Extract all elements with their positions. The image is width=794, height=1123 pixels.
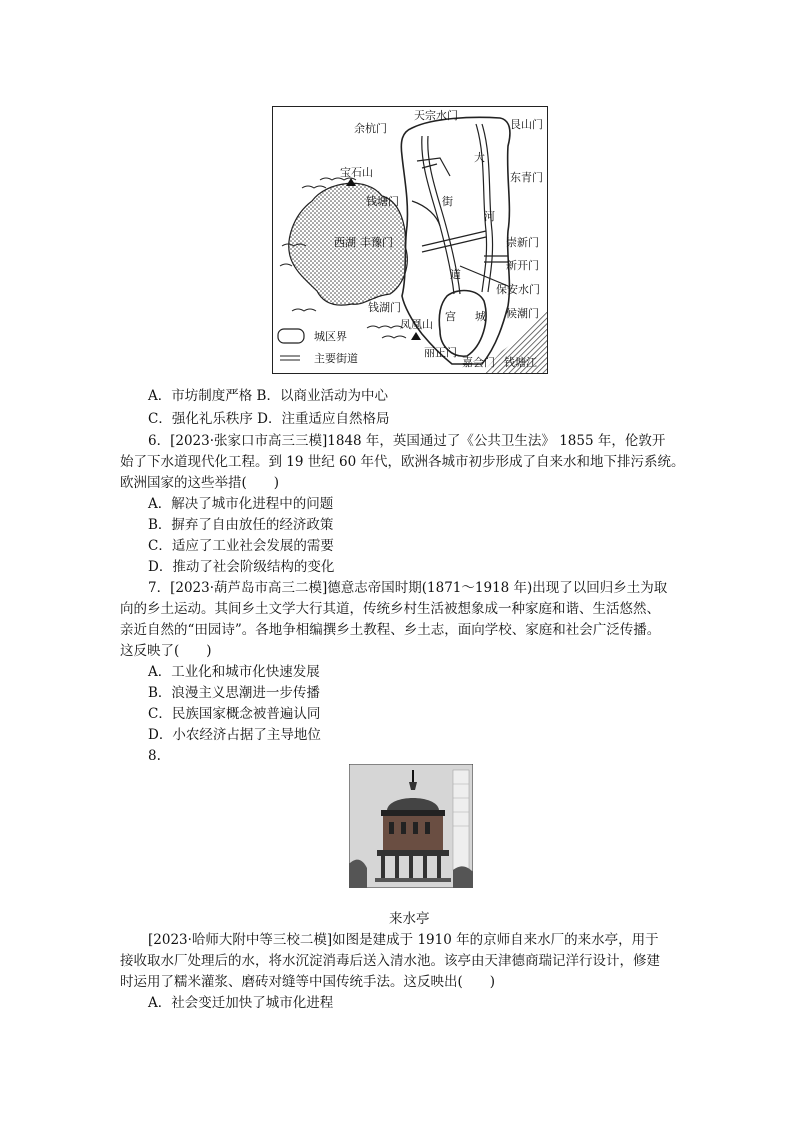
q7-stem-line2: 向的乡土运动。其间乡土文学大行其道，传统乡村生活被想象成一种家庭和谐、生活悠然、 <box>120 601 660 617</box>
label-jiahui: 嘉会门 <box>462 356 495 369</box>
q7-stem-line4: 这反映了( ) <box>120 643 212 659</box>
label-tianzong: 天宗水门 <box>414 109 458 122</box>
label-baoshishan: 宝石山 <box>340 166 373 179</box>
q6-stem-line2: 始了下水道现代化工程。到 19 世纪 60 年代，欧洲各城市初步形成了自来水和地下排污系统。 <box>120 454 685 470</box>
q7-option-c: C．民族国家概念被普遍认同 <box>148 706 321 722</box>
water-pavilion-photo <box>349 764 473 888</box>
q6-option-c: C．适应了工业社会发展的需要 <box>148 538 334 554</box>
q7-option-a: A．工业化和城市化快速发展 <box>148 664 320 680</box>
q7-option-d: D．小农经济占据了主导地位 <box>148 727 321 743</box>
label-xihu: 西湖 <box>334 236 356 249</box>
q7-stem-line3: 亲近自然的“田园诗”。各地争相编撰乡土教程、乡土志，面向学校、家庭和社会广泛传播。 <box>120 622 661 638</box>
label-yuhang: 余杭门 <box>354 122 387 135</box>
label-gong: 宫 <box>445 310 456 323</box>
q6-option-a: A．解决了城市化进程中的问题 <box>148 496 334 512</box>
label-qiantang: 钱塘门 <box>366 195 399 208</box>
label-xinkai: 新开门 <box>506 259 539 272</box>
label-da: 大 <box>474 151 485 164</box>
label-dongqing: 东青门 <box>510 171 543 184</box>
label-cheng: 城 <box>475 310 486 323</box>
hangzhou-map <box>272 106 548 374</box>
label-baoanshui: 保安水门 <box>496 283 540 296</box>
q8-stem-line3: 时运用了糯米灌浆、磨砖对缝等中国传统手法。这反映出( ) <box>120 974 496 990</box>
label-lizheng: 丽正门 <box>424 346 457 359</box>
q8-number: 8. <box>148 748 161 764</box>
label-dao: 道 <box>450 268 461 281</box>
photo-caption: 来水亭 <box>389 911 430 927</box>
label-chongxin: 崇新门 <box>506 236 539 249</box>
q5-options-cd: C．强化礼乐秩序 D．注重适应自然格局 <box>148 411 390 427</box>
label-qiantangjiang: 钱塘江 <box>504 356 537 369</box>
q5-options-ab: A．市坊制度严格 B．以商业活动为中心 <box>148 388 388 404</box>
q8-stem-line2: 接收取水厂处理后的水，将水沉淀消毒后送入清水池。该亭由天津德商瑞记洋行设计，修建 <box>120 953 660 969</box>
label-he: 河 <box>484 210 495 223</box>
q7-stem-line1: 7．[2023·葫芦岛市高三二模]德意志帝国时期(1871～1918 年)出现了以回归乡土为取 <box>148 580 668 596</box>
label-qianhu: 钱湖门 <box>368 301 401 314</box>
q6-option-b: B．摒弃了自由放任的经济政策 <box>148 517 334 533</box>
q8-option-a: A．社会变迁加快了城市化进程 <box>148 995 334 1011</box>
label-houchao: 候潮门 <box>506 307 539 320</box>
label-fenghuangshan: 凤凰山 <box>400 318 433 331</box>
q8-stem-line1: [2023·哈师大附中等三校二模]如图是建成于 1910 年的京师自来水厂的来水亭，用于 <box>148 932 659 948</box>
q6-stem-line3: 欧洲国家的这些举措( ) <box>120 475 280 491</box>
q6-option-d: D．推动了社会阶级结构的变化 <box>148 559 335 575</box>
q7-option-b: B．浪漫主义思潮进一步传播 <box>148 685 320 701</box>
label-fengyu: 丰豫门 <box>360 236 393 249</box>
label-genshan: 艮山门 <box>510 118 543 131</box>
label-jie: 街 <box>442 195 453 208</box>
legend-city-label: 城区界 <box>314 330 347 343</box>
legend-street-label: 主要街道 <box>314 352 358 365</box>
q6-stem-line1: 6．[2023·张家口市高三三模]1848 年，英国通过了《公共卫生法》 1855 年，伦敦开 <box>148 433 666 449</box>
